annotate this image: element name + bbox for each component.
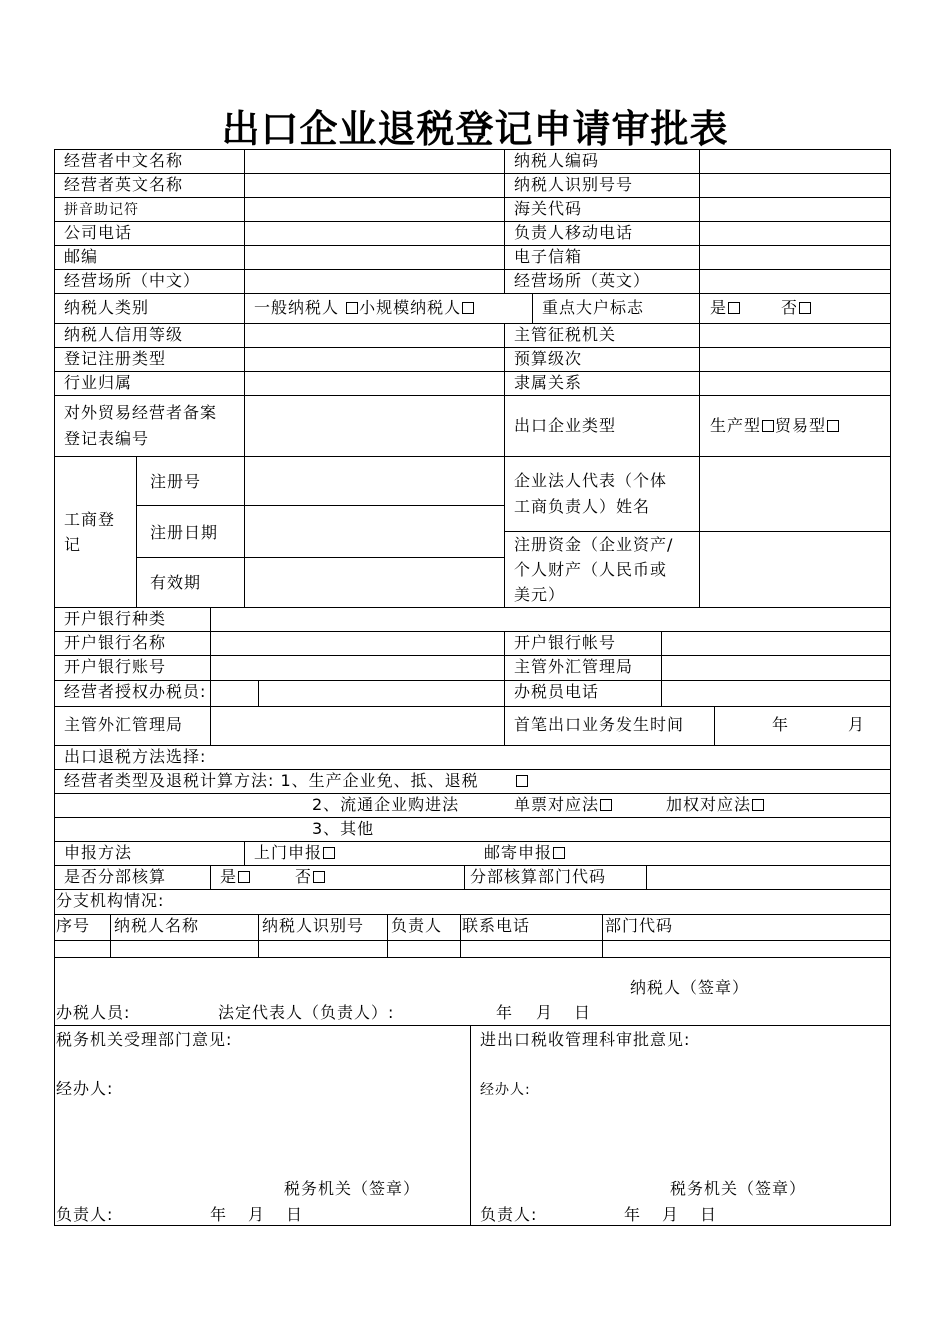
weighted-option	[666, 796, 765, 814]
row-line	[54, 706, 890, 707]
right-review-title: 进出口税收管理科审批意见:	[480, 1030, 691, 1049]
col-line	[460, 914, 461, 957]
branch-header-phone: 联系电话	[462, 916, 531, 935]
declare-method-label: 申报方法	[64, 843, 133, 862]
row-line	[54, 456, 890, 457]
row-line	[54, 940, 890, 941]
branch-yes-checkbox[interactable]	[238, 871, 250, 883]
budget-level-label: 预算级次	[514, 349, 583, 368]
right-day: 日	[700, 1205, 718, 1224]
trade-record-label-2: 登记表编号	[64, 429, 150, 448]
branch-acct-options	[220, 868, 326, 886]
row-line	[54, 631, 890, 632]
trading-label: 贸易型	[775, 416, 827, 435]
row-line	[54, 1025, 890, 1026]
by-mail-checkbox[interactable]	[553, 847, 565, 859]
first-export-year: 年	[772, 715, 790, 734]
left-year: 年	[210, 1205, 228, 1224]
col-line	[258, 914, 259, 957]
left-principal-label: 负责人:	[56, 1205, 114, 1224]
reg-no-label: 注册号	[150, 472, 202, 491]
col-line	[699, 456, 700, 607]
col-line	[244, 149, 245, 293]
validity-label: 有效期	[150, 573, 202, 592]
forex-bureau2-label: 主管外汇管理局	[64, 715, 184, 734]
key-yes-label: 是	[710, 298, 728, 317]
bank-type-label: 开户银行种类	[64, 609, 167, 628]
table-border-bottom	[54, 1225, 891, 1226]
col-line	[661, 631, 662, 706]
row-line	[54, 841, 890, 842]
authority-label: 主管征税机关	[514, 325, 617, 344]
table-border-top	[54, 149, 890, 150]
first-export-month: 月	[848, 715, 866, 734]
row-line	[136, 505, 504, 506]
col-line	[602, 914, 603, 957]
row-line	[54, 371, 890, 372]
circulation-label: 2、流通企业购进法	[312, 795, 460, 814]
branch-header-name: 纳税人名称	[114, 916, 200, 935]
row-line	[504, 531, 890, 532]
phone-label: 公司电话	[64, 223, 133, 242]
row-line	[54, 745, 890, 746]
production-method-checkbox[interactable]	[516, 775, 528, 787]
col-line	[504, 706, 505, 745]
col-line	[210, 706, 211, 745]
branch-header-principal: 负责人	[391, 916, 443, 935]
col-line	[504, 149, 505, 293]
capital-label-1: 注册资金（企业资产/	[514, 535, 674, 554]
row-line	[54, 197, 890, 198]
row-line	[54, 793, 890, 794]
key-no-checkbox[interactable]	[799, 302, 811, 314]
customs-code-label: 海关代码	[514, 199, 583, 218]
row-line	[54, 173, 890, 174]
right-year: 年	[624, 1205, 642, 1224]
row-line	[54, 957, 890, 958]
taxpayer-type-options	[254, 299, 475, 317]
bank-name-label: 开户银行名称	[64, 633, 167, 652]
address-en-label: 经营场所（英文）	[514, 271, 651, 290]
single-ticket-label: 单票对应法	[514, 795, 600, 814]
forex-bureau-label: 主管外汇管理局	[514, 657, 634, 676]
col-line	[646, 865, 647, 889]
branch-yes-label: 是	[220, 867, 238, 886]
mobile-label: 负责人移动电话	[514, 223, 634, 242]
taxpayer-seal-label: 纳税人（签章）	[630, 978, 750, 997]
weighted-checkbox[interactable]	[752, 799, 764, 811]
production-checkbox[interactable]	[762, 420, 774, 432]
key-account-label: 重点大户标志	[542, 298, 645, 317]
other-method-label: 3、其他	[312, 819, 375, 838]
branch-header-dept: 部门代码	[605, 916, 674, 935]
col-line	[699, 323, 700, 456]
row-line	[54, 769, 890, 770]
small-taxpayer-checkbox[interactable]	[462, 302, 474, 314]
branch-acct-label: 是否分部核算	[64, 867, 167, 886]
trading-checkbox[interactable]	[827, 420, 839, 432]
branch-no-checkbox[interactable]	[313, 871, 325, 883]
col-line	[244, 293, 245, 323]
tax-staff-label: 办税人员:	[56, 1003, 131, 1022]
row-line	[54, 817, 890, 818]
production-label: 生产型	[710, 416, 762, 435]
legal-rep-label-2: 工商负责人）姓名	[514, 497, 651, 516]
branch-no-label: 否	[295, 867, 313, 886]
right-principal-label: 负责人:	[480, 1205, 538, 1224]
row-line	[136, 557, 504, 558]
col-line	[258, 680, 259, 706]
col-line	[504, 456, 505, 607]
col-line	[470, 1025, 471, 1225]
business-reg-label-1: 工商登	[64, 510, 116, 529]
key-yes-checkbox[interactable]	[728, 302, 740, 314]
table-border-left	[54, 149, 55, 1225]
bank-acct-no-label: 开户银行帐号	[514, 633, 617, 652]
key-account-options	[710, 299, 812, 317]
branch-header-taxid: 纳税人识别号	[262, 916, 365, 935]
industry-label: 行业归属	[64, 373, 133, 392]
left-month: 月	[248, 1205, 266, 1224]
col-line	[110, 914, 111, 957]
tax-id-label: 纳税人识别号号	[514, 175, 634, 194]
left-tax-seal-label: 税务机关（签章）	[284, 1179, 421, 1198]
row-line	[54, 245, 890, 246]
method-type-label	[64, 772, 529, 790]
export-type-options	[710, 417, 840, 435]
postcode-label: 邮编	[64, 247, 99, 266]
form-title: 出口企业退税登记申请审批表	[221, 106, 729, 151]
single-ticket-checkbox[interactable]	[600, 799, 612, 811]
row-line	[54, 269, 890, 270]
row-line	[54, 347, 890, 348]
col-line	[136, 456, 137, 607]
on-site-checkbox[interactable]	[323, 847, 335, 859]
taxpayer-type-label: 纳税人类别	[64, 298, 150, 317]
row-line	[54, 607, 890, 608]
branch-info-label: 分支机构情况:	[56, 891, 165, 910]
legal-rep-label-1: 企业法人代表（个体	[514, 471, 668, 490]
row-line	[54, 221, 890, 222]
credit-level-label: 纳税人信用等级	[64, 325, 184, 344]
officer-phone-label: 办税员电话	[514, 682, 600, 701]
en-name-label: 经营者英文名称	[64, 175, 184, 194]
taxpayer-code-label: 纳税人编码	[514, 151, 600, 170]
sign-day: 日	[574, 1003, 592, 1022]
left-review-title: 税务机关受理部门意见:	[56, 1030, 233, 1049]
row-line	[54, 293, 890, 294]
general-taxpayer-checkbox[interactable]	[346, 302, 358, 314]
table-border-right	[890, 149, 891, 1225]
method-type-text: 经营者类型及退税计算方法: 1、生产企业免、抵、退税	[64, 771, 479, 790]
right-tax-seal-label: 税务机关（签章）	[670, 1179, 807, 1198]
left-day: 日	[286, 1205, 304, 1224]
col-line	[244, 456, 245, 607]
general-taxpayer-label: 一般纳税人	[254, 298, 340, 317]
by-mail-label: 邮寄申报	[484, 843, 553, 862]
affiliation-label: 隶属关系	[514, 373, 583, 392]
legal-rep-sign-label: 法定代表人（负责人）:	[218, 1003, 395, 1022]
on-site-label: 上门申报	[254, 843, 323, 862]
single-ticket-option	[514, 796, 613, 814]
reg-date-label: 注册日期	[150, 523, 219, 542]
small-taxpayer-label: 小规模纳税人	[359, 298, 462, 317]
col-line	[244, 323, 245, 456]
row-line	[54, 914, 890, 915]
first-export-label: 首笔出口业务发生时间	[514, 715, 685, 734]
right-handler-label: 经办人:	[480, 1082, 531, 1098]
col-line	[210, 607, 211, 706]
col-line	[532, 293, 533, 323]
export-type-label: 出口企业类型	[514, 416, 617, 435]
form-table	[54, 149, 890, 1225]
by-mail-option	[484, 844, 566, 862]
on-site-option	[254, 844, 336, 862]
row-line	[54, 395, 890, 396]
row-line	[54, 680, 890, 681]
key-no-label: 否	[781, 298, 799, 317]
col-line	[244, 841, 245, 865]
capital-label-2: 个人财产（人民币或	[514, 560, 668, 579]
reg-type-label: 登记注册类型	[64, 349, 167, 368]
pinyin-label: 拼音助记符	[64, 202, 139, 218]
col-line	[504, 631, 505, 706]
bank-acct-label: 开户银行账号	[64, 657, 167, 676]
method-choose-label: 出口退税方法选择:	[64, 747, 207, 766]
col-line	[210, 865, 211, 889]
row-line	[54, 865, 890, 866]
row-line	[54, 889, 890, 890]
business-reg-label-2: 记	[64, 535, 82, 554]
tax-officer-label: 经营者授权办税员:	[64, 682, 207, 701]
branch-header-no: 序号	[56, 916, 91, 935]
col-line	[714, 706, 715, 745]
col-line	[464, 865, 465, 889]
col-line	[504, 323, 505, 456]
left-handler-label: 经办人:	[56, 1079, 114, 1098]
row-line	[54, 323, 890, 324]
sign-month: 月	[536, 1003, 554, 1022]
sign-year: 年	[496, 1003, 514, 1022]
capital-label-3: 美元）	[514, 585, 566, 604]
col-line	[699, 293, 700, 323]
right-month: 月	[662, 1205, 680, 1224]
col-line	[699, 149, 700, 293]
trade-record-label-1: 对外贸易经营者备案	[64, 403, 218, 422]
weighted-label: 加权对应法	[666, 795, 752, 814]
email-label: 电子信箱	[514, 247, 583, 266]
row-line	[54, 655, 890, 656]
cn-name-label: 经营者中文名称	[64, 151, 184, 170]
address-cn-label: 经营场所（中文）	[64, 271, 201, 290]
col-line	[387, 914, 388, 957]
branch-code-label: 分部核算部门代码	[470, 867, 607, 886]
